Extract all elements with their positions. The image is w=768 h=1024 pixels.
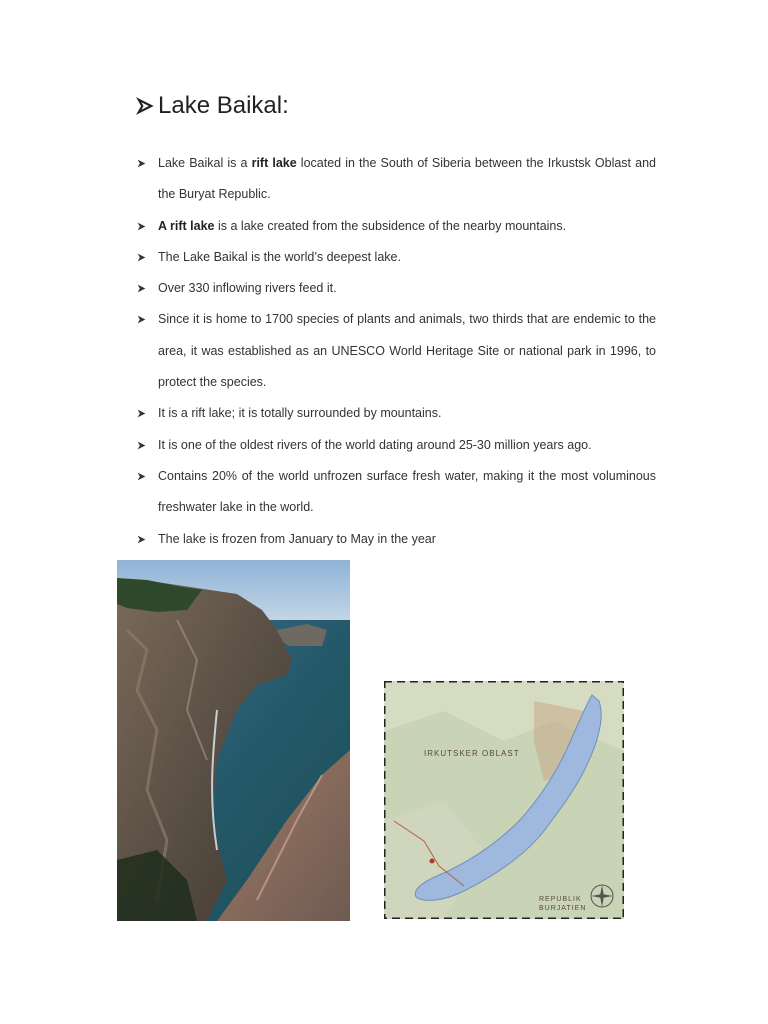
cliff-photo — [117, 560, 350, 921]
list-item — [136, 211, 656, 242]
bullet-text: The Lake Baikal is the world’s deepest lake. — [158, 249, 401, 264]
bullet-text: located in the South of Siberia between the Irkustsk Oblast and the Buryat Republic. — [158, 156, 656, 202]
compass-icon — [591, 885, 613, 907]
bullet-text: Lake Baikal is a — [158, 156, 252, 170]
arrow-bullet-icon — [136, 97, 154, 115]
bullet-text: is a lake created from the subsidence of the nearby mountains. — [214, 218, 567, 233]
arrow-bullet-icon — [136, 440, 147, 451]
page-title — [136, 92, 289, 120]
arrow-bullet-icon — [136, 314, 147, 325]
map-region-label: BURJATIEN — [539, 905, 587, 912]
list-item — [136, 524, 656, 555]
arrow-bullet-icon — [136, 252, 147, 263]
list-item — [136, 242, 656, 273]
list-item — [136, 304, 656, 398]
arrow-bullet-icon — [136, 471, 147, 482]
bullet-text: Contains 20% of the world unfrozen surface fresh water, making it the most voluminous freshwater lake in the world. — [158, 468, 656, 515]
list-item — [136, 398, 656, 429]
bullet-text: It is one of the oldest rivers of the world dating around 25-30 million years ago. — [158, 437, 592, 452]
list-item — [136, 461, 656, 524]
map-region-label: IRKUTSKER OBLAST — [424, 749, 520, 758]
map-region-label: REPUBLIK — [539, 896, 582, 903]
bullet-text: It is a rift lake; it is totally surrounded by mountains. — [158, 406, 442, 421]
bullet-text: The lake is frozen from January to May in the year — [158, 531, 436, 546]
arrow-bullet-icon — [136, 158, 147, 169]
lake-baikal-map — [384, 681, 624, 919]
arrow-bullet-icon — [136, 221, 147, 232]
bold-term: rift lake — [251, 156, 297, 170]
list-item — [136, 148, 656, 211]
bullet-text: Over 330 inflowing rivers feed it. — [158, 281, 337, 296]
list-item — [136, 273, 656, 304]
bullet-list — [136, 148, 656, 555]
bold-term: A rift lake — [158, 218, 215, 233]
arrow-bullet-icon — [136, 408, 147, 419]
arrow-bullet-icon — [136, 534, 147, 545]
list-item — [136, 430, 656, 461]
bullet-text: Since it is home to 1700 species of plants and animals, two thirds that are endemic to the area, it was established as an UNESCO World Heritage Site or national park in 1996, to protect the species. — [158, 312, 656, 390]
title-text: Lake Baikal: — [158, 92, 289, 119]
arrow-bullet-icon — [136, 283, 147, 294]
